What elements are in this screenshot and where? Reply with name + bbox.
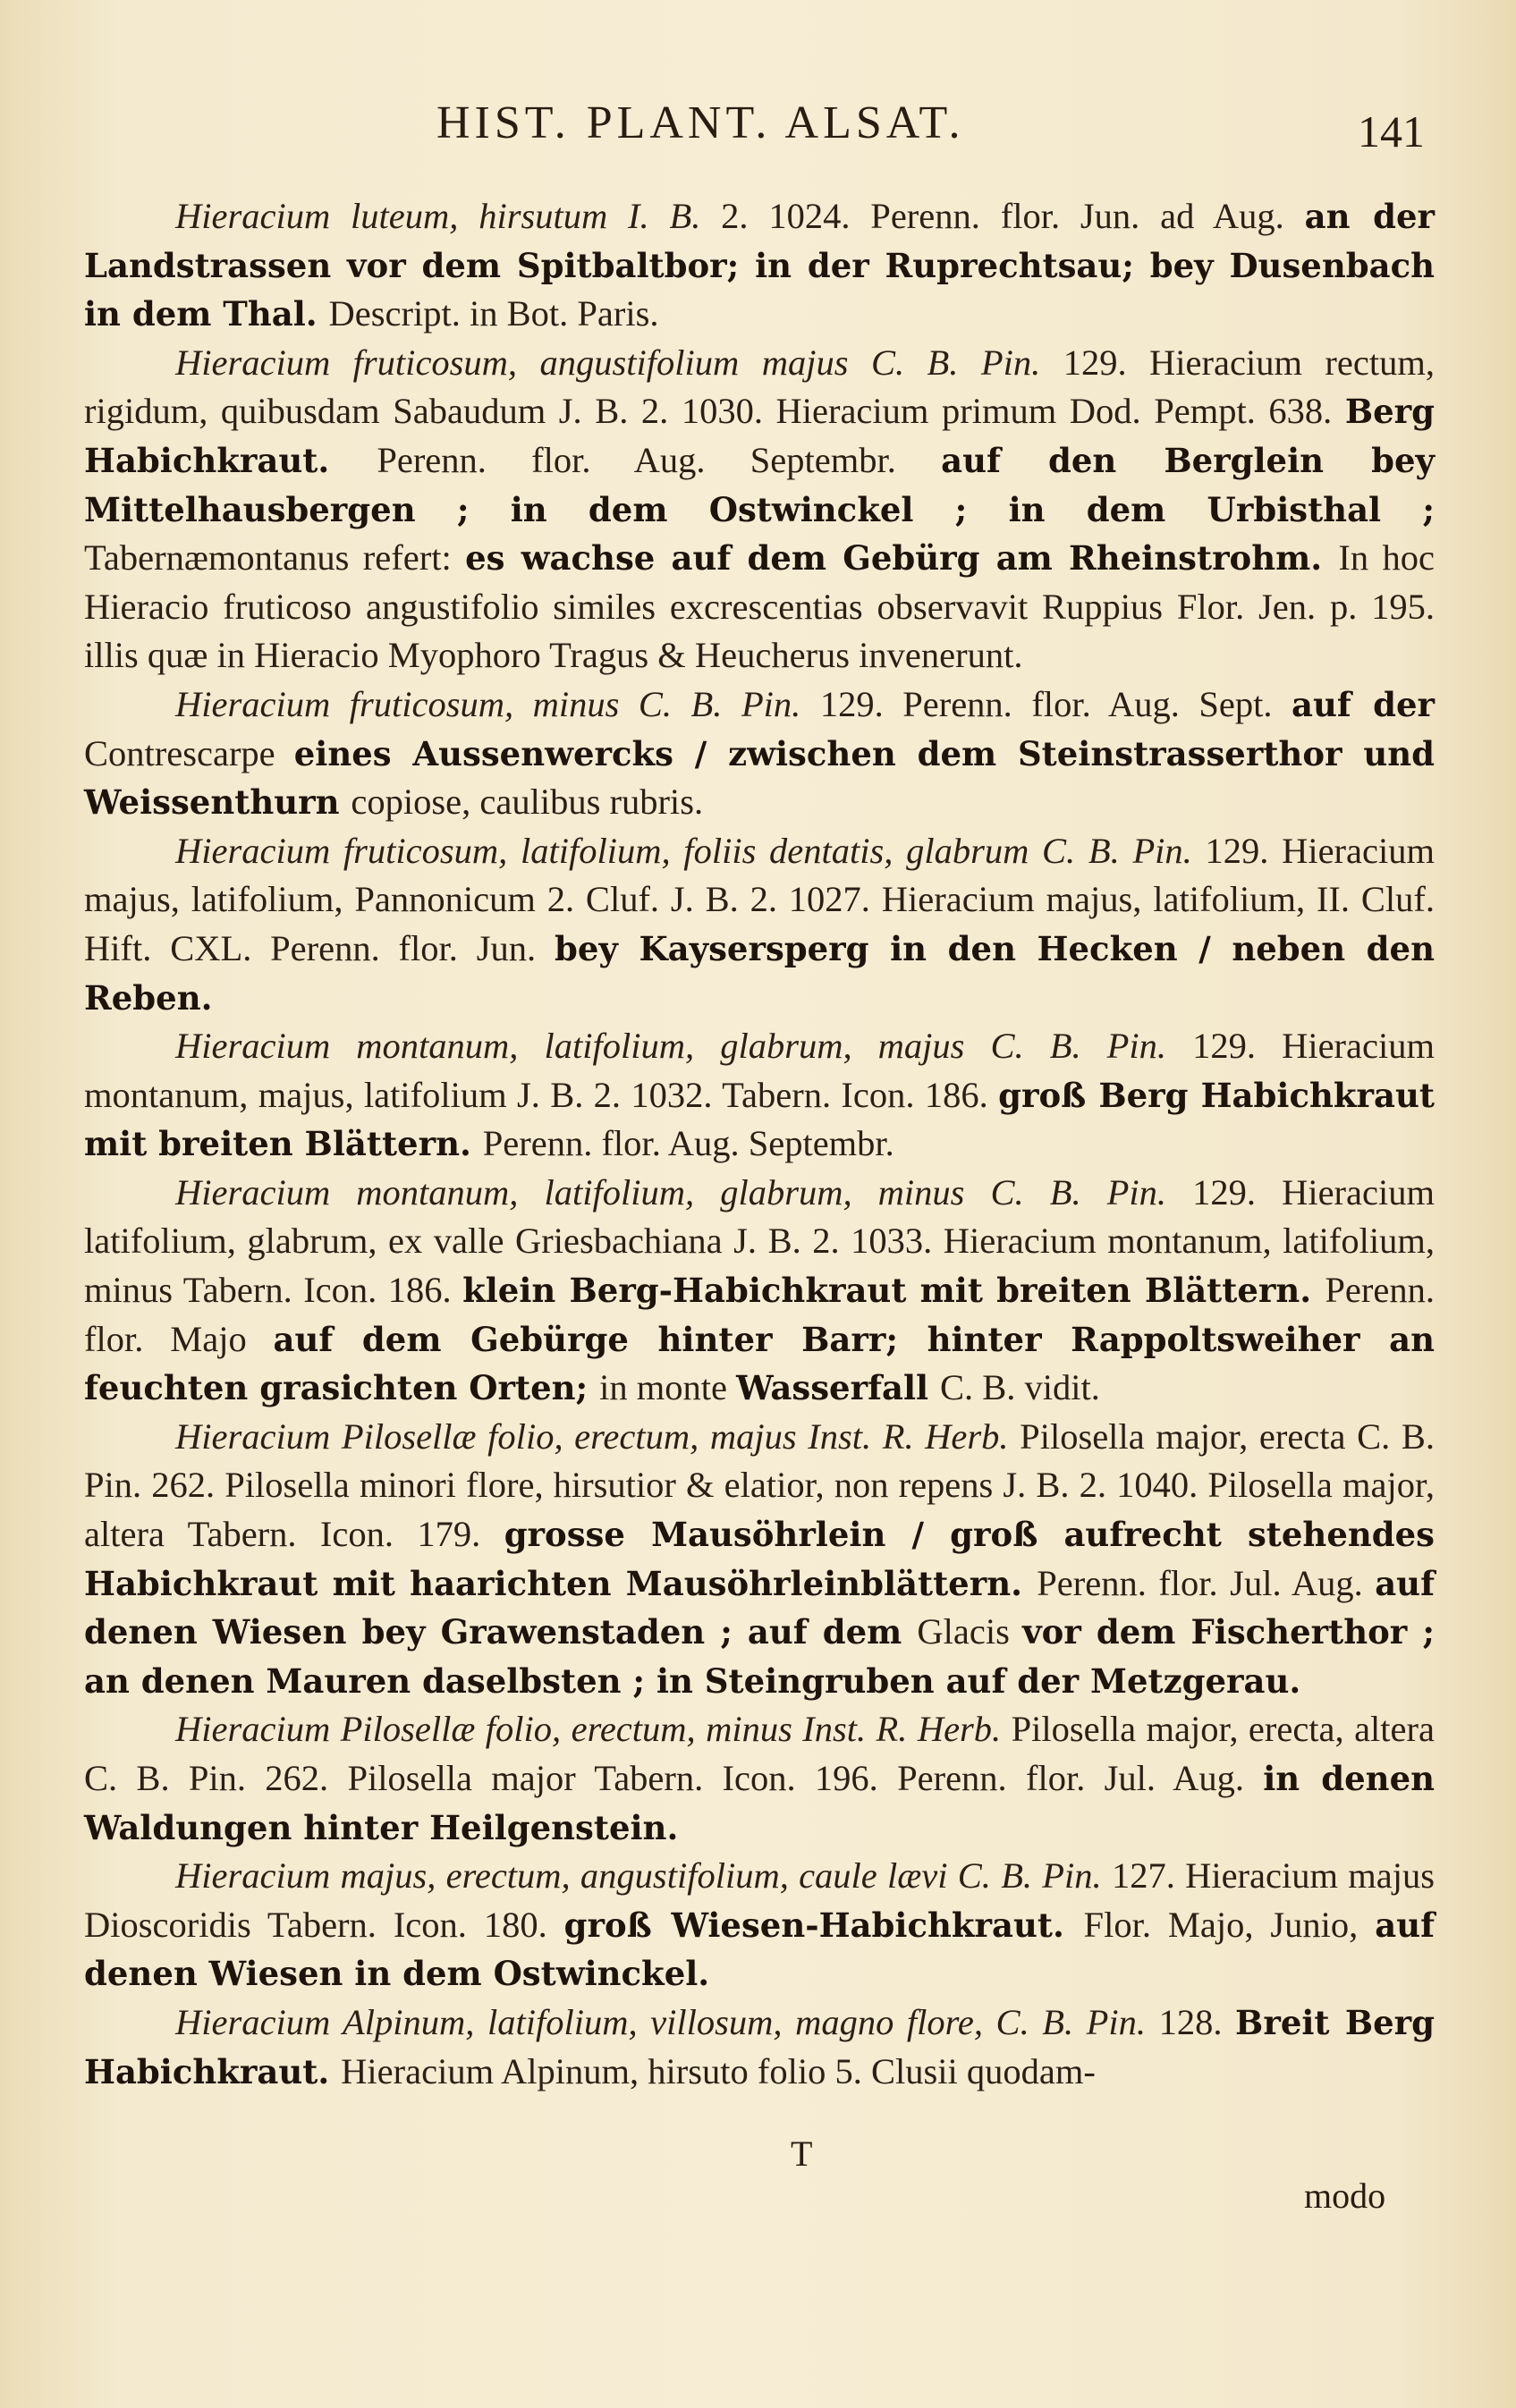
description-text: in monte (599, 1367, 737, 1408)
description-text: 129. Hieracium latifolium, glabrum, ex valle Griesbachiana J. B. 2. 1033. Hieracium montanum, latifolium, minus Tabern. Icon. 186. (84, 1171, 1435, 1311)
latin-name: Hieracium Alpinum, latifolium, villosum, magno flore, C. B. Pin. (175, 2001, 1159, 2042)
german-text: Berg Habichkraut. (84, 392, 1435, 480)
description-text: Perenn. flor. Aug. Septembr. (482, 1123, 894, 1164)
german-text: groß Wiesen-Habichkraut. (563, 1905, 1084, 1945)
latin-name: Hieracium montanum, latifolium, glabrum, minus C. B. Pin. (175, 1171, 1193, 1212)
description-text: Pilosella major, erecta C. B. Pin. 262. Pilosella minori flore, hirsutior & elatior, non repens J. B. 2. 1040. Pilosella major, altera Tabern. Icon. 179. (84, 1415, 1436, 1555)
german-text: vor dem Fischerthor ; an denen Mauren daselbsten ; in Steingruben auf der Metzgerau. (84, 1612, 1435, 1701)
plant-entry (84, 1852, 1435, 1998)
entry-paragraph (84, 1705, 1435, 1852)
plant-entry (84, 192, 1435, 339)
german-text: Wasserfall (736, 1368, 940, 1408)
catchword: modo (1304, 2176, 1386, 2216)
running-title: HIST. PLANT. ALSAT. (436, 97, 965, 148)
german-text: bey Kaysersperg in den Hecken / neben den Reben. (84, 928, 1435, 1018)
latin-name: Hieracium Pilosellæ folio, erectum, minus Inst. R. Herb. (175, 1709, 1012, 1750)
description-text: Contrescarpe (84, 732, 294, 773)
entry-paragraph (84, 192, 1435, 339)
description-text: Glacis (917, 1611, 1023, 1652)
latin-name: Hieracium fruticosum, minus C. B. Pin. (175, 683, 820, 724)
description-text: 127. Hieracium majus Dioscoridis Tabern. Icon. 180. (84, 1855, 1435, 1945)
plant-entry (84, 339, 1435, 680)
description-text: 129. Hieracium montanum, majus, latifolium J. B. 2. 1032. Tabern. Icon. 186. (84, 1026, 1435, 1115)
entry-paragraph (84, 1413, 1435, 1706)
plant-entry (84, 827, 1435, 1022)
german-text: Breit Berg Habichkraut. (84, 2002, 1435, 2091)
plant-entry (84, 1169, 1435, 1413)
latin-name: Hieracium montanum, latifolium, glabrum, majus C. B. Pin. (175, 1026, 1193, 1067)
german-text: eines Aussenwercks / zwischen dem Steinstrasserthor und Weissenthurn (84, 733, 1435, 823)
latin-name: Hieracium fruticosum, angustifolium majus C. B. Pin. (175, 342, 1063, 383)
description-text: Pilosella major, erecta, altera C. B. Pin. 262. Pilosella major Tabern. Icon. 196. Perenn. flor. Jul. Aug. (84, 1709, 1435, 1798)
entry-paragraph (84, 1169, 1435, 1413)
description-text: In hoc Hieracio fruticoso angustifolio similes excrescentias observavit Ruppius Flor. Jen. p. 195. illis quæ in Hieracio Myophoro Tragus & Heucherus invenerunt. (84, 537, 1436, 676)
german-text: auf dem Gebürge hinter Barr; hinter Rappoltsweiher an feuchten grasichten Orten; (84, 1319, 1435, 1408)
signature-mark: T (791, 2133, 813, 2174)
description-text: Flor. Majo, Junio, (1083, 1904, 1376, 1945)
description-text: 129. Hieracium rectum, rigidum, quibusdam Sabaudum J. B. 2. 1030. Hieracium primum Dod. Pempt. 638. (84, 342, 1435, 432)
entry-paragraph (84, 827, 1435, 1022)
german-text: an der Landstrassen vor dem Spitbaltbor; in der Ruprechtsau; bey Dusenbach in dem Thal. (84, 197, 1435, 334)
german-text: auf denen Wiesen bey Grawenstaden ; auf dem (84, 1563, 1435, 1652)
latin-name: Hieracium fruticosum, latifolium, foliis dentatis, glabrum C. B. Pin. (175, 830, 1206, 871)
description-text: 129. Hieracium majus, latifolium, Pannonicum 2. Cluf. J. B. 2. 1027. Hieracium majus, latifolium, II. Cluf. Hift. CXL. Perenn. flor. Jun. (84, 830, 1436, 968)
german-text: klein Berg-Habichkraut mit breiten Blättern. (462, 1271, 1325, 1311)
plant-entry (84, 1705, 1435, 1852)
latin-name: Hieracium luteum, hirsutum I. B. (175, 196, 722, 236)
entry-paragraph (84, 1998, 1435, 2096)
description-text: C. B. vidit. (939, 1367, 1100, 1408)
german-text: auf der (1292, 684, 1435, 724)
entry-paragraph (84, 1852, 1435, 1998)
plant-entry (84, 1022, 1435, 1169)
description-text: Hieracium Alpinum, hirsuto folio 5. Clusii quodam- (341, 2050, 1096, 2091)
page-number: 141 (1358, 106, 1425, 156)
german-text: es wachse auf dem Gebürg am Rheinstrohm. (465, 538, 1339, 579)
german-text: in denen Waldungen hinter Heilgenstein. (84, 1759, 1436, 1847)
german-text: groß Berg Habichkraut mit breiten Blättern. (84, 1075, 1435, 1164)
description-text: Perenn. flor. Majo (84, 1270, 1435, 1359)
description-text: 128. (1158, 2001, 1236, 2042)
plant-entry (84, 1998, 1435, 2096)
german-text: grosse Mausöhrlein / groß aufrecht stehendes Habichkraut mit haarichten Mausöhrleinblättern. (84, 1515, 1435, 1603)
entry-paragraph (84, 1022, 1435, 1169)
description-text: Perenn. flor. Jul. Aug. (1037, 1562, 1376, 1603)
plant-entry (84, 680, 1435, 827)
text-body (84, 192, 1435, 2096)
description-text: Tabernæmontanus refert: (84, 537, 466, 579)
description-text: 129. Perenn. flor. Aug. Sept. (819, 683, 1292, 724)
plant-entry (84, 1413, 1435, 1706)
german-text: auf denen Wiesen in dem Ostwinckel. (84, 1905, 1436, 1994)
entry-paragraph (84, 339, 1435, 680)
latin-name: Hieracium Pilosellæ folio, erectum, majus Inst. R. Herb. (175, 1415, 1021, 1457)
description-text: Descript. in Bot. Paris. (328, 293, 659, 334)
description-text: copiose, caulibus rubris. (351, 782, 704, 823)
description-text: Perenn. flor. Aug. Septembr. (377, 439, 942, 480)
description-text: 2. 1024. Perenn. flor. Jun. ad Aug. (721, 196, 1305, 236)
latin-name: Hieracium majus, erectum, angustifolium, caule lævi C. B. Pin. (175, 1855, 1112, 1897)
entry-paragraph (84, 680, 1435, 827)
german-text: auf den Berglein bey Mittelhausbergen ; in dem Ostwinckel ; in dem Urbisthal ; (84, 440, 1435, 529)
